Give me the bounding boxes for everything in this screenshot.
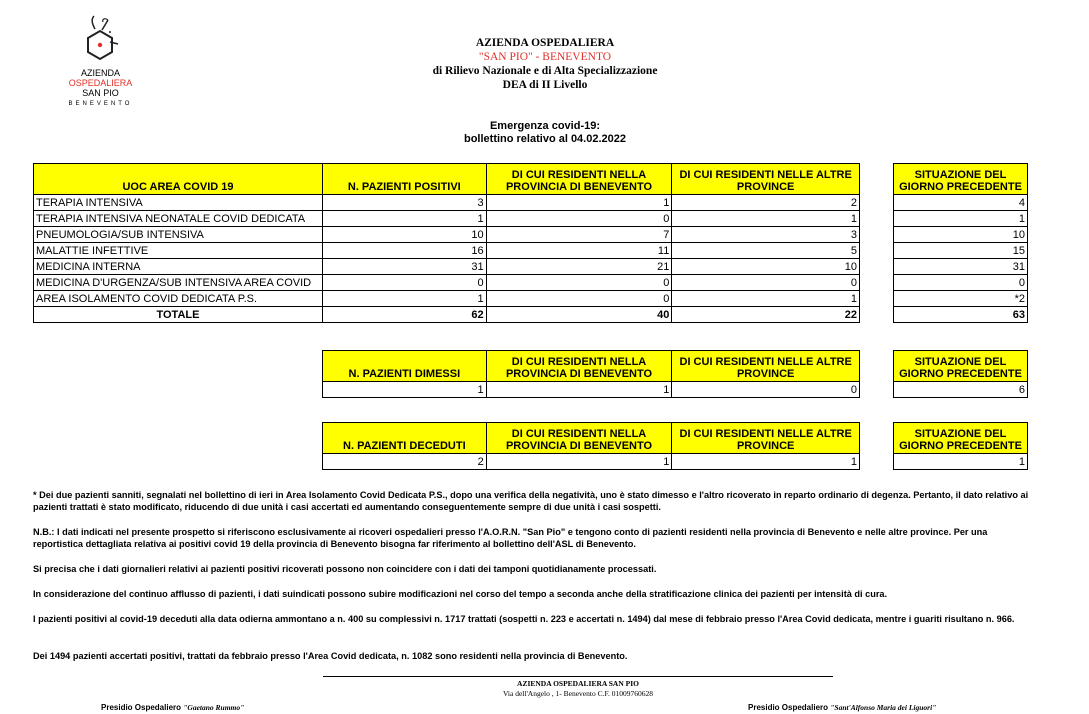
logo-line1: AZIENDA bbox=[80, 68, 120, 78]
row-residenti-bn: 21 bbox=[486, 259, 672, 275]
col-header-residenti-bn: DI CUI RESIDENTI NELLA PROVINCIA DI BENEVENTO bbox=[486, 164, 672, 195]
col-header-altre-province: DI CUI RESIDENTI NELLE ALTRE PROVINCE bbox=[672, 423, 860, 454]
row-altre-province: 0 bbox=[672, 275, 860, 291]
header-line1: AZIENDA OSPEDALIERA bbox=[475, 37, 615, 49]
table-row bbox=[34, 211, 860, 227]
presidio-left-name: "Gaetano Rummo" bbox=[183, 703, 245, 712]
bulletin-title: Emergenza covid-19: bbox=[489, 120, 601, 132]
prev-day-value: 4 bbox=[894, 195, 1028, 211]
row-residenti-bn: 7 bbox=[486, 227, 672, 243]
total-positivi: 62 bbox=[322, 307, 486, 323]
row-area: MEDICINA INTERNA bbox=[34, 259, 323, 275]
row-altre-province: 5 bbox=[672, 243, 860, 259]
dimessi-table bbox=[322, 350, 860, 398]
presidio-right bbox=[748, 703, 936, 712]
prev-day-value: 15 bbox=[894, 243, 1028, 259]
table-row bbox=[34, 243, 860, 259]
row-area: MALATTIE INFETTIVE bbox=[34, 243, 323, 259]
total-residenti-bn: 40 bbox=[486, 307, 672, 323]
row-residenti-bn: 1 bbox=[486, 195, 672, 211]
note-paragraph: I pazienti positivi al covid-19 deceduti alla data odierna ammontano a n. 400 su complessivi n. 1717 trattati (sospetti n. 223 e accertati n. 1494) dal mese di febbraio presso l'Area Covid dedicata, mentre i guariti risultano n. 966. bbox=[33, 614, 1015, 624]
footer-address: Via dell'Angelo , 1- Benevento C.F. 01009760628 bbox=[502, 689, 654, 698]
row-area: AREA ISOLAMENTO COVID DEDICATA P.S. bbox=[34, 291, 323, 307]
header-line3: di Rilievo Nazionale e di Alta Specializzazione bbox=[432, 65, 658, 77]
total-label: TOTALE bbox=[34, 307, 323, 323]
col-header-altre-province: DI CUI RESIDENTI NELLE ALTRE PROVINCE bbox=[672, 164, 860, 195]
hospital-logo bbox=[58, 12, 143, 112]
dimessi-value: 1 bbox=[323, 382, 487, 398]
main-table-previous-day bbox=[893, 163, 1028, 323]
col-header-altre-province: DI CUI RESIDENTI NELLE ALTRE PROVINCE bbox=[672, 351, 860, 382]
deceduti-residenti-bn: 1 bbox=[486, 454, 672, 470]
prev-day-value: 10 bbox=[894, 227, 1028, 243]
total-altre-province: 22 bbox=[672, 307, 860, 323]
row-area: PNEUMOLOGIA/SUB INTENSIVA bbox=[34, 227, 323, 243]
note-paragraph: Si precisa che i dati giornalieri relativi ai pazienti positivi ricoverati possono non coincidere con i dati dei tamponi quotidianamente processati. bbox=[33, 564, 657, 574]
prev-day-value: *2 bbox=[894, 291, 1028, 307]
table-row bbox=[34, 275, 860, 291]
table-row bbox=[34, 195, 860, 211]
note-paragraph: In considerazione del continuo afflusso di pazienti, i dati suindicati possono subire modificazioni nel corso del tempo a seconda anche della stratificazione clinica dei pazienti per intensità di cura. bbox=[33, 589, 888, 599]
row-positivi: 16 bbox=[322, 243, 486, 259]
deceduti-prev-day: 1 bbox=[894, 454, 1028, 470]
col-header-dimessi: N. PAZIENTI DIMESSI bbox=[323, 351, 487, 382]
logo-line3: SAN PIO bbox=[82, 88, 119, 98]
footer-name: AZIENDA OSPEDALIERA SAN PIO bbox=[517, 679, 639, 688]
prev-day-value: 31 bbox=[894, 259, 1028, 275]
deceduti-altre-province: 1 bbox=[672, 454, 860, 470]
dimessi-previous-day bbox=[893, 350, 1028, 398]
prev-day-value: 1 bbox=[894, 211, 1028, 227]
note-paragraph: * Dei due pazienti sanniti, segnalati nel bollettino di ieri in Area Isolamento Covid Dedicata P.S., dopo una verifica della negatività, uno è stato dimesso e l'altro ricoverato in reparto ordinario di degenza. Pertanto, il dato relativo ai pazienti trattati è stato modificato, riducendo di due unità i casi accertati ed aumentando conseguentemente sempre di due unità i casi sospetti. bbox=[33, 490, 1029, 512]
logo-hexagon-icon bbox=[58, 12, 143, 72]
col-header-previous-day: SITUAZIONE DEL GIORNO PRECEDENTE bbox=[894, 351, 1028, 382]
row-altre-province: 1 bbox=[672, 291, 860, 307]
note-paragraph: Dei 1494 pazienti accertati positivi, trattati da febbraio presso l'Area Covid dedicata, n. 1082 sono residenti nella provincia di Benevento. bbox=[33, 651, 628, 661]
dimessi-prev-day: 6 bbox=[894, 382, 1028, 398]
header-line4: DEA di II Livello bbox=[502, 79, 588, 91]
table-row bbox=[34, 227, 860, 243]
row-area: TERAPIA INTENSIVA NEONATALE COVID DEDICATA bbox=[34, 211, 323, 227]
row-residenti-bn: 11 bbox=[486, 243, 672, 259]
row-positivi: 10 bbox=[322, 227, 486, 243]
deceduti-table bbox=[322, 422, 860, 470]
logo-city: BENEVENTO bbox=[68, 101, 133, 107]
row-positivi: 1 bbox=[322, 291, 486, 307]
row-positivi: 3 bbox=[322, 195, 486, 211]
presidio-right-name: "Sant'Alfonso Maria dei Liguori" bbox=[830, 703, 937, 712]
deceduti-value: 2 bbox=[323, 454, 487, 470]
bulletin-date: bollettino relativo al 04.02.2022 bbox=[463, 133, 626, 145]
row-area: TERAPIA INTENSIVA bbox=[34, 195, 323, 211]
row-altre-province: 3 bbox=[672, 227, 860, 243]
total-row bbox=[34, 307, 860, 323]
row-residenti-bn: 0 bbox=[486, 291, 672, 307]
presidio-right-label: Presidio Ospedaliero bbox=[748, 703, 829, 712]
row-positivi: 0 bbox=[322, 275, 486, 291]
logo-line2: OSPEDALIERA bbox=[68, 78, 133, 88]
col-header-deceduti: N. PAZIENTI DECEDUTI bbox=[323, 423, 487, 454]
row-residenti-bn: 0 bbox=[486, 275, 672, 291]
deceduti-previous-day bbox=[893, 422, 1028, 470]
header-line2: "SAN PIO" - BENEVENTO bbox=[478, 51, 612, 63]
col-header-residenti-bn: DI CUI RESIDENTI NELLA PROVINCIA DI BENEVENTO bbox=[486, 423, 672, 454]
prev-day-value: 0 bbox=[894, 275, 1028, 291]
col-header-residenti-bn: DI CUI RESIDENTI NELLA PROVINCIA DI BENEVENTO bbox=[486, 351, 672, 382]
row-positivi: 1 bbox=[322, 211, 486, 227]
presidio-left bbox=[101, 703, 244, 712]
col-header-previous-day: SITUAZIONE DEL GIORNO PRECEDENTE bbox=[894, 423, 1028, 454]
row-altre-province: 2 bbox=[672, 195, 860, 211]
row-positivi: 31 bbox=[322, 259, 486, 275]
note-paragraph: N.B.: I dati indicati nel presente prospetto si riferiscono esclusivamente ai ricoveri ospedalieri presso l'A.O.R.N. "San Pio" e tengono conto di pazienti residenti nella provincia di Benevento e nelle altre province. Per una reportistica dettagliata relativa ai positivi covid 19 della provincia di Benevento bisogna far riferimento al bollettino dell'ASL di Benevento. bbox=[33, 527, 988, 549]
dimessi-residenti-bn: 1 bbox=[486, 382, 672, 398]
col-header-area: UOC AREA COVID 19 bbox=[34, 164, 323, 195]
table-row bbox=[34, 291, 860, 307]
col-header-previous-day: SITUAZIONE DEL GIORNO PRECEDENTE bbox=[894, 164, 1028, 195]
row-area: MEDICINA D'URGENZA/SUB INTENSIVA AREA COVID bbox=[34, 275, 323, 291]
table-row bbox=[34, 259, 860, 275]
main-table bbox=[33, 163, 860, 323]
row-altre-province: 1 bbox=[672, 211, 860, 227]
dimessi-altre-province: 0 bbox=[672, 382, 860, 398]
col-header-positivi: N. PAZIENTI POSITIVI bbox=[322, 164, 486, 195]
presidio-left-label: Presidio Ospedaliero bbox=[101, 703, 182, 712]
prev-day-total: 63 bbox=[894, 307, 1028, 323]
footer-divider bbox=[323, 676, 833, 677]
row-altre-province: 10 bbox=[672, 259, 860, 275]
row-residenti-bn: 0 bbox=[486, 211, 672, 227]
